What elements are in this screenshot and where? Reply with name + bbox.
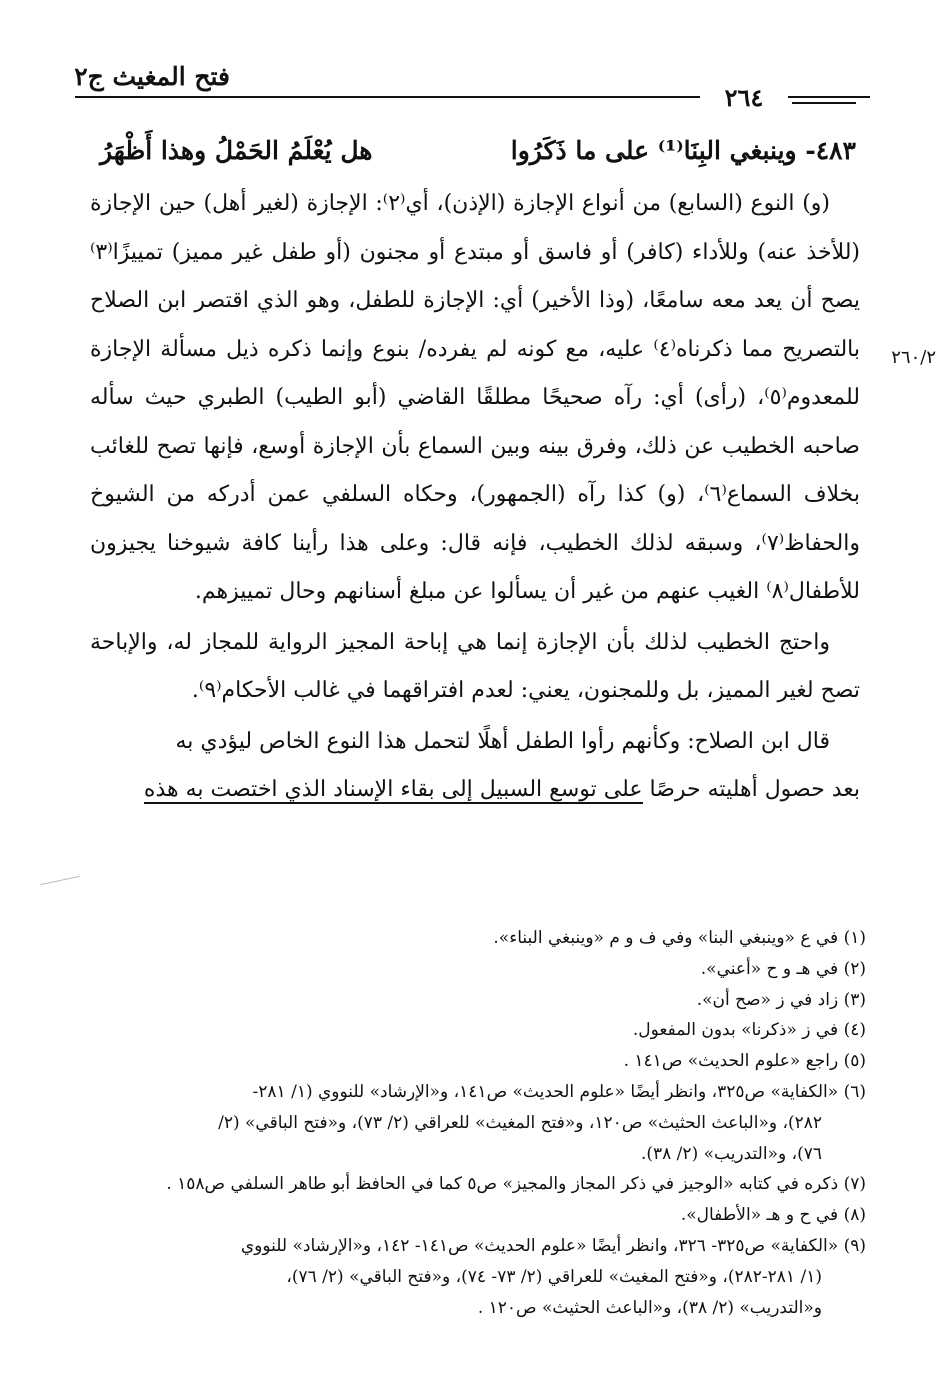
paragraph-3-last-line bbox=[90, 766, 860, 815]
paragraph-2: واحتج الخطيب لذلك بأن الإجازة إنما هي إباحة المجيز الرواية للمجاز له، والإباحة تصح لغير المميز، بل وللمجنون، يعني: لعدم افتراقهما في غالب الأحكام⁽٩⁾. bbox=[90, 629, 860, 703]
footnotes bbox=[76, 923, 866, 1323]
verse-first-hemistich: ٤٨٣- وينبغي البِنَا⁽¹⁾ على ما ذَكَرُوا bbox=[510, 136, 856, 165]
verse-line bbox=[100, 136, 856, 176]
paragraph-3: قال ابن الصلاح: وكأنهم رأوا الطفل أهلًا لتحمل هذا النوع الخاص ليؤدي به bbox=[175, 728, 830, 754]
footnote-7: (٧) ذكره في كتابه «الوجيز في ذكر المجاز والمجيز» ص٥ كما في الحافظ أبو طاهر السلفي ص١٥٨ . bbox=[166, 1174, 866, 1195]
underlined-segment: على توسع السبيل إلى بقاء الإسناد الذي اختصت به هذه bbox=[143, 777, 643, 802]
footnote-6: (٦) «الكفاية» ص٣٢٥، وانظر أيضًا «علوم الحديث» ص١٤١، و«الإرشاد» للنووي (١/ ٢٨١- bbox=[252, 1081, 866, 1102]
manuscript-folio-marker: ٢٦٠/٢ bbox=[891, 347, 936, 368]
footnote-4: (٤) في ز «ذكرنا» بدون المفعول. bbox=[632, 1020, 866, 1041]
footnote-5: (٥) راجع «علوم الحديث» ص١٤١ . bbox=[623, 1051, 866, 1072]
page-number-rule bbox=[792, 102, 856, 104]
paragraph-1: (و) النوع (السابع) من أنواع الإجازة (الإذن)، أي⁽٢⁾: الإجازة (لغير أهل) حين الإجازة (للأخذ عنه) وللأداء (كافر) أو فاسق أو مبتدع أو مجنون (أو طفل غير مميز) تمييزًا⁽٣⁾ يصح أن يعد معه سامعًا، (وذا الأخير) أي: الإجازة للطفل، وهو الذي اقتصر ابن الصلاح بالتصريح مما ذكرناه⁽٤⁾ عليه، مع كونه لم يفرده/ بنوع وإنما ذكره ذيل مسألة الإجازة للمعدوم⁽٥⁾، (رأى) أي: رآه صحيحًا مطلقًا القاضي (أبو الطيب) الطبري حيث سأله صاحبه الخطيب عن ذلك، وفرق بينه وبين السماع بأن الإجازة أوسع، فإنها تصح للغائب بخلاف السماع⁽٦⁾، (و) كذا رآه (الجمهور)، وحكاه السلفي عمن أدركه من الشيوخ والحفاظ⁽٧⁾، وسبقه لذلك الخطيب، فإنه قال: وعلى هذا رأينا كافة شيوخنا يجيزون للأطفال⁽٨⁾ الغيب عنهم من غير أن يسألوا عن مبلغ أسنانهم وحال تمييزهم. bbox=[90, 191, 860, 604]
stray-pen-mark bbox=[40, 876, 79, 885]
footnote-6-line-3: ٧٦)، و«التدريب» (٢/ ٣٨). bbox=[640, 1143, 822, 1164]
book-title: فتح المغيث ج٢ bbox=[74, 62, 230, 91]
footnote-1: (١) في ع «وينبغي البنا» وفي ف و م «وينبغي البناء». bbox=[493, 928, 866, 948]
footnote-9: (٩) «الكفاية» ص٣٢٥- ٣٢٦، وانظر أيضًا «علوم الحديث» ص١٤١- ١٤٢، و«الإرشاد» للنووي bbox=[240, 1235, 866, 1256]
footnote-2: (٢) في هـ و ح «أعني». bbox=[700, 958, 866, 979]
footnote-9-line-2: (١/ ٢٨١-٢٨٢)، و«فتح المغيث» للعراقي (٢/ ٧٣- ٧٤)، و«فتح الباقي» (٢/ ٧٦)، bbox=[286, 1266, 822, 1287]
footnote-9-line-3: و«التدريب» (٢/ ٣٨)، و«الباعث الحثيث» ص١٢٠ . bbox=[477, 1297, 822, 1318]
footnote-6-line-2: ٢٨٢)، و«الباعث الحثيث» ص١٢٠، و«فتح المغيث» للعراقي (٢/ ٧٣)، و«فتح الباقي» (٢/ bbox=[218, 1112, 822, 1133]
footnote-3: (٣) زاد في ز «صح أن». bbox=[696, 989, 866, 1010]
footnote-8: (٨) في ح و هـ «الأطفال». bbox=[680, 1205, 866, 1226]
verse-second-hemistich: هل يُعْلَمُ الحَمْلُ وهذا أَظْهَرُ bbox=[100, 136, 373, 165]
page-number: ٢٦٤ bbox=[700, 84, 788, 112]
main-text bbox=[90, 180, 860, 815]
last-line-start: بعد حصول أهليته حرصًا bbox=[649, 777, 860, 802]
